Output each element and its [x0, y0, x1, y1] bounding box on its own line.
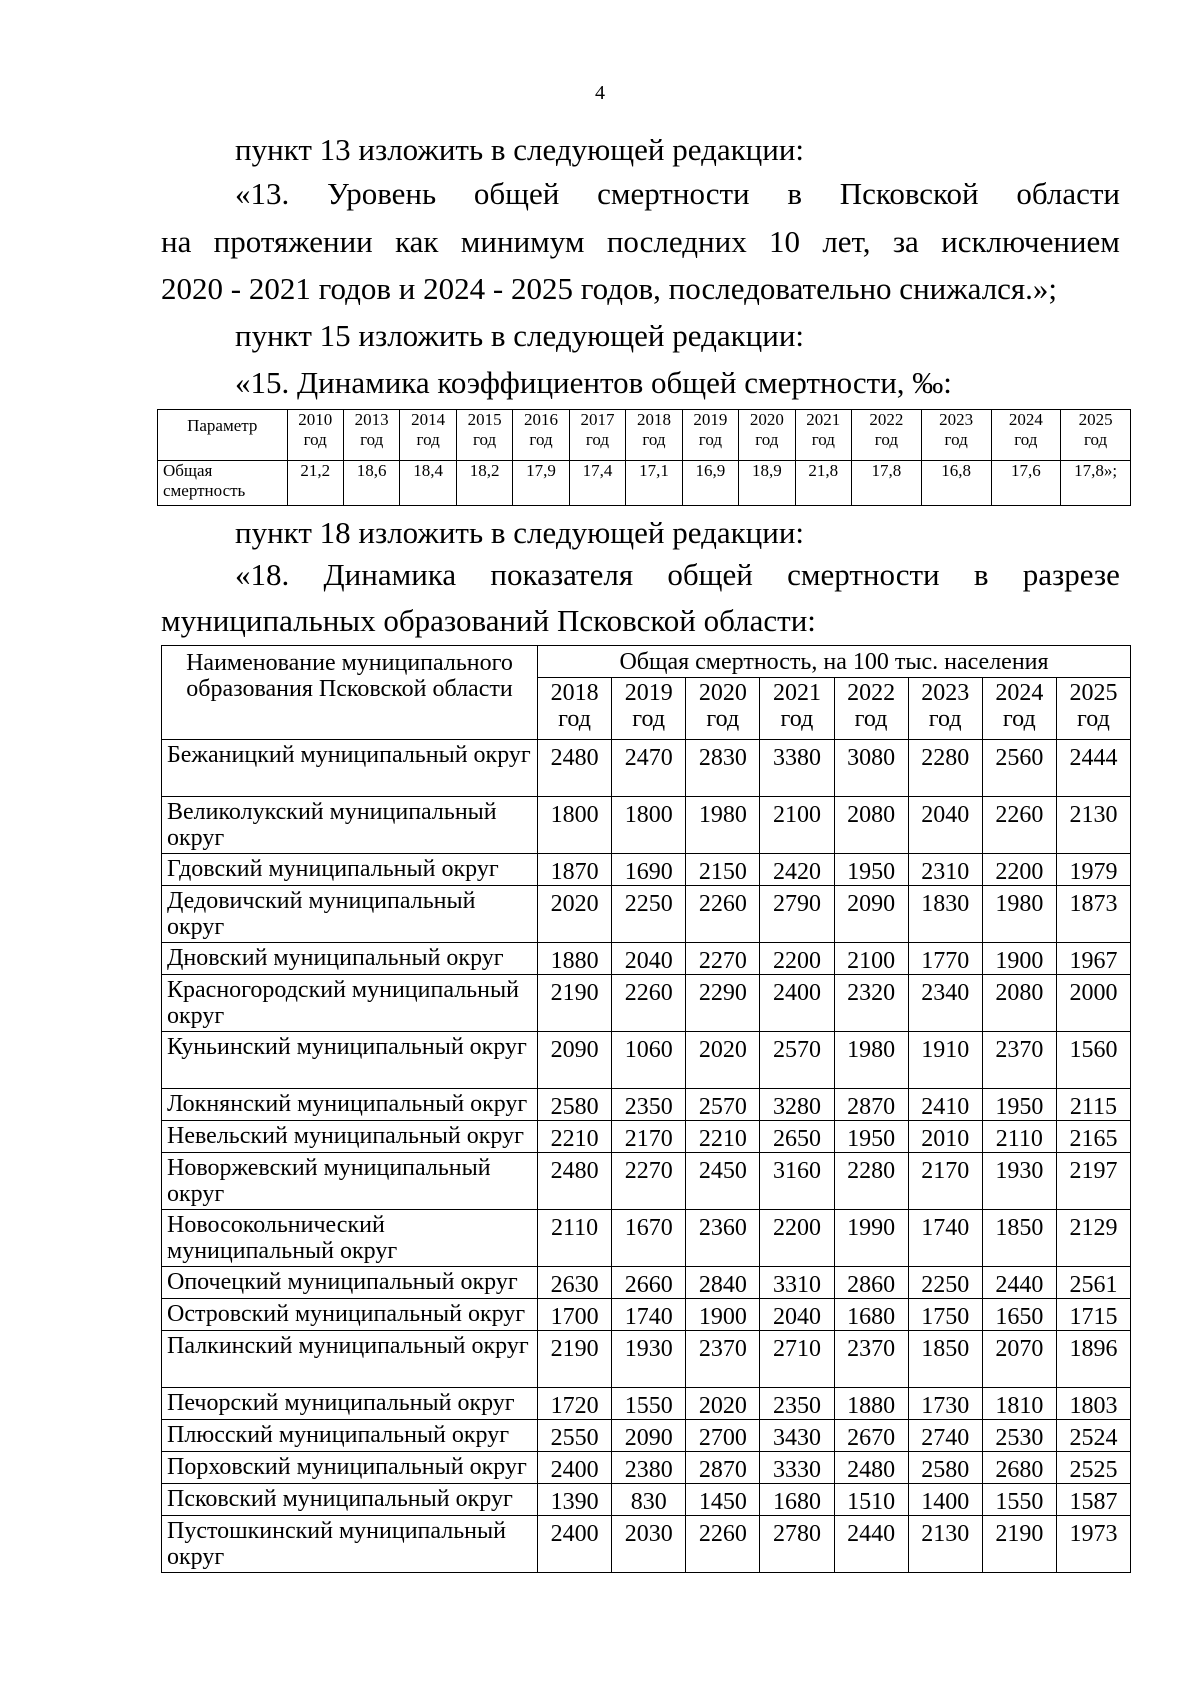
value-cell: 1973: [1056, 1516, 1130, 1573]
value-cell: 1910: [908, 1032, 982, 1089]
municipality-name: Порховский муниципальный округ: [162, 1452, 538, 1484]
value-cell: 2100: [834, 943, 908, 975]
value-cell: 2130: [908, 1516, 982, 1573]
year-header-cell: 2024 год: [991, 410, 1061, 461]
paragraph-item-13-line2: [161, 224, 1120, 260]
value-cell: 2420: [760, 854, 834, 886]
value-cell: 1870: [538, 854, 612, 886]
table-row: [162, 1331, 1131, 1388]
value-cell: 3330: [760, 1452, 834, 1484]
value-cell: 2260: [686, 1516, 760, 1573]
value-cell: 18,6: [343, 461, 399, 506]
word: последних: [606, 224, 747, 259]
value-cell: 3160: [760, 1153, 834, 1210]
table-row: [162, 797, 1131, 854]
value-cell: 2780: [760, 1516, 834, 1573]
value-cell: 17,4: [569, 461, 625, 506]
value-cell: 2400: [760, 975, 834, 1032]
value-cell: 1873: [1056, 886, 1130, 943]
value-cell: 2440: [834, 1516, 908, 1573]
value-cell: 1510: [834, 1484, 908, 1516]
value-cell: 2110: [538, 1210, 612, 1267]
value-cell: 2400: [538, 1516, 612, 1573]
paragraph-item-18-line2: муниципальных образований Псковской области:: [161, 603, 816, 638]
word: Уровень: [326, 176, 437, 211]
value-cell: 2100: [760, 797, 834, 854]
value-cell: 1715: [1056, 1299, 1130, 1331]
value-cell: 2090: [612, 1420, 686, 1452]
word: Псковской: [839, 176, 979, 211]
page-number: 4: [595, 82, 605, 104]
value-cell: 1450: [686, 1484, 760, 1516]
value-cell: 16,8: [921, 461, 991, 506]
municipality-name: Красногородский муниципальный округ: [162, 975, 538, 1032]
value-cell: 1930: [612, 1331, 686, 1388]
value-cell: 2020: [686, 1388, 760, 1420]
value-cell: 1680: [834, 1299, 908, 1331]
table-row: [162, 943, 1131, 975]
value-cell: 3280: [760, 1089, 834, 1121]
year-header-cell: 2019 год: [682, 410, 738, 461]
word: общей: [667, 557, 753, 592]
value-cell: 2870: [834, 1089, 908, 1121]
value-cell: 2270: [686, 943, 760, 975]
table-row: [162, 1420, 1131, 1452]
year-header-cell: 2018 год: [626, 410, 682, 461]
value-cell: 17,9: [513, 461, 569, 506]
year-header-cell: 2021 год: [795, 410, 851, 461]
word: лет,: [822, 224, 871, 259]
value-cell: 1900: [686, 1299, 760, 1331]
year-header-cell: 2025 год: [1061, 410, 1131, 461]
value-cell: 3380: [760, 740, 834, 797]
value-cell: 830: [612, 1484, 686, 1516]
value-cell: 2525: [1056, 1452, 1130, 1484]
value-cell: 2860: [834, 1267, 908, 1299]
year-header-cell: 2023 год: [908, 678, 982, 740]
table-row: [162, 1299, 1131, 1331]
value-cell: 2480: [834, 1452, 908, 1484]
value-cell: 2190: [538, 1331, 612, 1388]
value-cell: 2260: [982, 797, 1056, 854]
paragraph-item-18-intro: пункт 18 изложить в следующей редакции:: [235, 515, 805, 550]
value-cell: 2790: [760, 886, 834, 943]
value-cell: 2190: [538, 975, 612, 1032]
year-header-cell: 2024 год: [982, 678, 1056, 740]
value-cell: 2650: [760, 1121, 834, 1153]
value-cell: 1979: [1056, 854, 1130, 886]
year-header-cell: 2022 год: [834, 678, 908, 740]
value-cell: 1980: [982, 886, 1056, 943]
municipality-name: Локнянский муниципальный округ: [162, 1089, 538, 1121]
paragraph-item-13-line3: 2020 - 2021 годов и 2024 - 2025 годов, последовательно снижался.»;: [161, 271, 1058, 306]
value-cell: 1587: [1056, 1484, 1130, 1516]
value-cell: 2040: [908, 797, 982, 854]
table-row: [162, 1121, 1131, 1153]
value-cell: 2710: [760, 1331, 834, 1388]
value-cell: 2660: [612, 1267, 686, 1299]
value-cell: 2670: [834, 1420, 908, 1452]
table-row: [162, 1452, 1131, 1484]
value-cell: 1850: [982, 1210, 1056, 1267]
value-cell: 2010: [908, 1121, 982, 1153]
value-cell: 17,8»;: [1061, 461, 1131, 506]
value-cell: 2197: [1056, 1153, 1130, 1210]
value-cell: 1560: [1056, 1032, 1130, 1089]
word: в: [787, 176, 802, 211]
value-cell: 2000: [1056, 975, 1130, 1032]
value-cell: 1830: [908, 886, 982, 943]
value-cell: 2080: [834, 797, 908, 854]
value-cell: 2090: [834, 886, 908, 943]
value-cell: 2530: [982, 1420, 1056, 1452]
value-cell: 1950: [834, 854, 908, 886]
table-row: [162, 740, 1131, 797]
value-cell: 2524: [1056, 1420, 1130, 1452]
value-cell: 2129: [1056, 1210, 1130, 1267]
value-cell: 2561: [1056, 1267, 1130, 1299]
word: «18.: [235, 557, 290, 592]
table-row: [162, 1516, 1131, 1573]
value-cell: 2480: [538, 740, 612, 797]
value-cell: 2350: [612, 1089, 686, 1121]
value-cell: 3310: [760, 1267, 834, 1299]
value-cell: 18,2: [456, 461, 512, 506]
value-cell: 2040: [612, 943, 686, 975]
word: протяжении: [213, 224, 373, 259]
value-cell: 1803: [1056, 1388, 1130, 1420]
value-cell: 2680: [982, 1452, 1056, 1484]
table-header-row: [158, 410, 1131, 461]
year-header-cell: 2015 год: [456, 410, 512, 461]
value-cell: 2200: [760, 943, 834, 975]
municipality-name: Невельский муниципальный округ: [162, 1121, 538, 1153]
value-cell: 1720: [538, 1388, 612, 1420]
mortality-coefficient-table: [157, 409, 1131, 506]
table-row: [162, 1089, 1131, 1121]
word: общей: [473, 176, 560, 211]
value-cell: 2280: [834, 1153, 908, 1210]
value-cell: 2450: [686, 1153, 760, 1210]
word: за: [892, 224, 919, 259]
value-cell: 3080: [834, 740, 908, 797]
year-header-cell: 2014 год: [400, 410, 456, 461]
word: минимум: [460, 224, 585, 259]
value-cell: 1800: [612, 797, 686, 854]
table-row: [162, 1210, 1131, 1267]
value-cell: 2290: [686, 975, 760, 1032]
value-cell: 2150: [686, 854, 760, 886]
table-row: [162, 854, 1131, 886]
value-cell: 2570: [760, 1032, 834, 1089]
value-cell: 1990: [834, 1210, 908, 1267]
value-cell: 1730: [908, 1388, 982, 1420]
year-header-cell: 2022 год: [852, 410, 922, 461]
value-cell: 2470: [612, 740, 686, 797]
value-cell: 2020: [538, 886, 612, 943]
value-cell: 2550: [538, 1420, 612, 1452]
paragraph-item-13-intro: пункт 13 изложить в следующей редакции:: [235, 132, 805, 167]
year-header-cell: 2025 год: [1056, 678, 1130, 740]
value-cell: 2080: [982, 975, 1056, 1032]
value-cell: 1880: [538, 943, 612, 975]
year-header-cell: 2010 год: [287, 410, 343, 461]
value-cell: 2170: [908, 1153, 982, 1210]
value-cell: 2830: [686, 740, 760, 797]
value-cell: 1400: [908, 1484, 982, 1516]
value-cell: 2570: [686, 1089, 760, 1121]
value-cell: 1950: [834, 1121, 908, 1153]
year-header-cell: 2020 год: [739, 410, 795, 461]
value-cell: 2260: [686, 886, 760, 943]
value-cell: 2840: [686, 1267, 760, 1299]
year-header-cell: 2023 год: [921, 410, 991, 461]
value-cell: 17,6: [991, 461, 1061, 506]
value-cell: 2320: [834, 975, 908, 1032]
value-cell: 1650: [982, 1299, 1056, 1331]
value-cell: 2130: [1056, 797, 1130, 854]
value-cell: 2020: [686, 1032, 760, 1089]
municipality-name: Пустошкинский муниципальный округ: [162, 1516, 538, 1573]
table-row: [162, 1153, 1131, 1210]
municipality-header: Наименование муниципального образования Псковской области: [162, 646, 538, 740]
value-cell: 2270: [612, 1153, 686, 1210]
value-cell: 2200: [982, 854, 1056, 886]
value-cell: 2870: [686, 1452, 760, 1484]
value-cell: 21,8: [795, 461, 851, 506]
value-cell: 2440: [982, 1267, 1056, 1299]
value-cell: 2480: [538, 1153, 612, 1210]
value-cell: 2370: [686, 1331, 760, 1388]
value-cell: 2444: [1056, 740, 1130, 797]
value-cell: 1700: [538, 1299, 612, 1331]
word: исключением: [941, 224, 1120, 259]
value-cell: 17,1: [626, 461, 682, 506]
value-cell: 1896: [1056, 1331, 1130, 1388]
value-cell: 2250: [612, 886, 686, 943]
value-cell: 2250: [908, 1267, 982, 1299]
municipality-name: Палкинский муниципальный округ: [162, 1331, 538, 1388]
municipality-name: Бежаницкий муниципальный округ: [162, 740, 538, 797]
year-header-cell: 2020 год: [686, 678, 760, 740]
municipality-name: Новоржевский муниципальный округ: [162, 1153, 538, 1210]
value-cell: 1750: [908, 1299, 982, 1331]
table-row: [162, 1484, 1131, 1516]
year-header-cell: 2018 год: [538, 678, 612, 740]
year-header-cell: 2017 год: [569, 410, 625, 461]
value-cell: 2350: [760, 1388, 834, 1420]
value-cell: 1810: [982, 1388, 1056, 1420]
value-cell: 18,9: [739, 461, 795, 506]
table-header-row: [162, 646, 1131, 678]
value-cell: 1950: [982, 1089, 1056, 1121]
municipality-name: Островский муниципальный округ: [162, 1299, 538, 1331]
municipality-name: Печорский муниципальный округ: [162, 1388, 538, 1420]
word: 10: [769, 224, 801, 259]
value-cell: 2340: [908, 975, 982, 1032]
municipality-name: Опочецкий муниципальный округ: [162, 1267, 538, 1299]
word: в: [973, 557, 989, 592]
value-cell: 2410: [908, 1089, 982, 1121]
paragraph-item-15-title: «15. Динамика коэффициентов общей смертности, ‰:: [235, 365, 952, 400]
word: разрезе: [1022, 557, 1120, 592]
value-cell: 1900: [982, 943, 1056, 975]
value-cell: 16,9: [682, 461, 738, 506]
value-cell: 1930: [982, 1153, 1056, 1210]
table-row: [158, 461, 1131, 506]
value-cell: 17,8: [852, 461, 922, 506]
word: Динамика: [323, 557, 457, 592]
value-cell: 1680: [760, 1484, 834, 1516]
table-row-label: Общая смертность: [158, 461, 288, 506]
value-cell: 1880: [834, 1388, 908, 1420]
value-cell: 2740: [908, 1420, 982, 1452]
word: смертности: [597, 176, 750, 211]
word: на: [161, 224, 192, 259]
word: как: [395, 224, 439, 259]
word: показателя: [490, 557, 634, 592]
table-row: [162, 1032, 1131, 1089]
value-cell: 1980: [686, 797, 760, 854]
municipality-name: Великолукский муниципальный округ: [162, 797, 538, 854]
municipality-name: Куньинский муниципальный округ: [162, 1032, 538, 1089]
value-cell: 1850: [908, 1331, 982, 1388]
municipality-name: Псковский муниципальный округ: [162, 1484, 538, 1516]
paragraph-item-13-line1: [235, 176, 1120, 212]
value-cell: 2165: [1056, 1121, 1130, 1153]
value-cell: 1060: [612, 1032, 686, 1089]
value-cell: 2370: [834, 1331, 908, 1388]
municipality-name: Дедовичский муниципальный округ: [162, 886, 538, 943]
year-header-cell: 2019 год: [612, 678, 686, 740]
value-cell: 2310: [908, 854, 982, 886]
value-cell: 1980: [834, 1032, 908, 1089]
table-row: [162, 886, 1131, 943]
table-row: [162, 975, 1131, 1032]
word: смертности: [787, 557, 940, 592]
paragraph-item-15-intro: пункт 15 изложить в следующей редакции:: [235, 318, 805, 353]
value-cell: 2210: [538, 1121, 612, 1153]
value-cell: 2115: [1056, 1089, 1130, 1121]
table-header-cell: Параметр: [158, 410, 288, 461]
value-cell: 2370: [982, 1032, 1056, 1089]
table-row: [162, 1388, 1131, 1420]
value-cell: 1390: [538, 1484, 612, 1516]
value-cell: 3430: [760, 1420, 834, 1452]
value-cell: 2200: [760, 1210, 834, 1267]
value-cell: 2040: [760, 1299, 834, 1331]
value-cell: 2380: [612, 1452, 686, 1484]
value-cell: 2700: [686, 1420, 760, 1452]
value-cell: 2630: [538, 1267, 612, 1299]
value-cell: 1770: [908, 943, 982, 975]
municipality-name: Дновский муниципальный округ: [162, 943, 538, 975]
value-cell: 2400: [538, 1452, 612, 1484]
word: области: [1016, 176, 1120, 211]
value-cell: 1967: [1056, 943, 1130, 975]
value-cell: 1740: [612, 1299, 686, 1331]
value-cell: 1550: [612, 1388, 686, 1420]
value-cell: 2580: [538, 1089, 612, 1121]
value-cell: 2280: [908, 740, 982, 797]
municipality-name: Плюсский муниципальный округ: [162, 1420, 538, 1452]
year-header-cell: 2016 год: [513, 410, 569, 461]
municipality-name: Новосокольнический муниципальный округ: [162, 1210, 538, 1267]
value-cell: 1550: [982, 1484, 1056, 1516]
value-cell: 18,4: [400, 461, 456, 506]
value-cell: 2030: [612, 1516, 686, 1573]
value-cell: 2360: [686, 1210, 760, 1267]
mortality-group-header: Общая смертность, на 100 тыс. населения: [538, 646, 1131, 678]
value-cell: 2170: [612, 1121, 686, 1153]
value-cell: 2580: [908, 1452, 982, 1484]
value-cell: 2110: [982, 1121, 1056, 1153]
value-cell: 21,2: [287, 461, 343, 506]
value-cell: 1740: [908, 1210, 982, 1267]
value-cell: 1670: [612, 1210, 686, 1267]
paragraph-item-18-line1: [235, 557, 1120, 593]
value-cell: 2210: [686, 1121, 760, 1153]
year-header-cell: 2013 год: [343, 410, 399, 461]
year-header-cell: 2021 год: [760, 678, 834, 740]
value-cell: 1690: [612, 854, 686, 886]
value-cell: 2190: [982, 1516, 1056, 1573]
value-cell: 2090: [538, 1032, 612, 1089]
value-cell: 2560: [982, 740, 1056, 797]
value-cell: 1800: [538, 797, 612, 854]
table-row: [162, 1267, 1131, 1299]
word: «13.: [235, 176, 290, 211]
municipal-mortality-table: [161, 645, 1131, 1573]
municipality-name: Гдовский муниципальный округ: [162, 854, 538, 886]
value-cell: 2070: [982, 1331, 1056, 1388]
value-cell: 2260: [612, 975, 686, 1032]
